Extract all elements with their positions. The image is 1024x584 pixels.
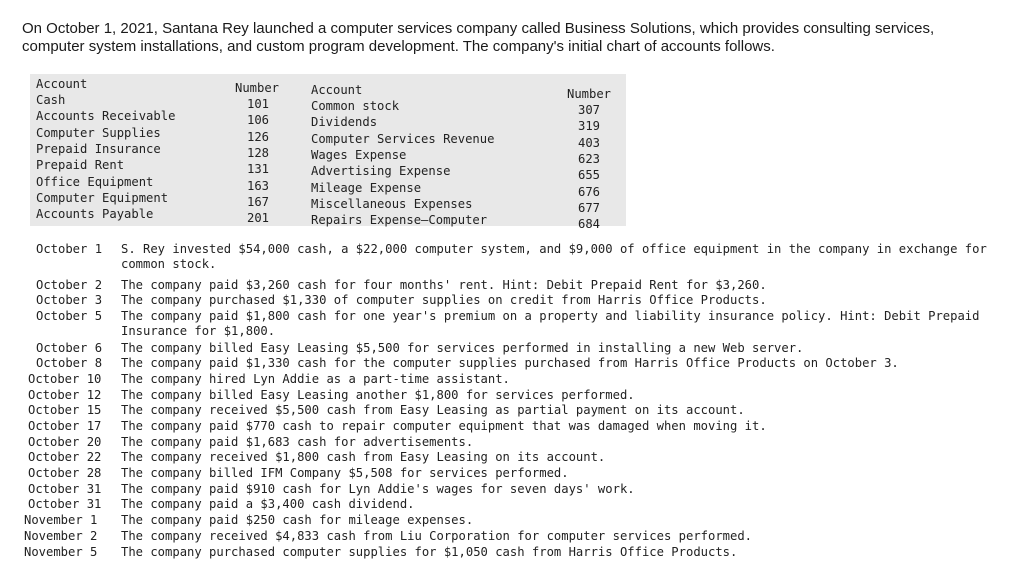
right-account-name: Advertising Expense bbox=[311, 164, 451, 179]
right-account-name: Repairs Expense—Computer bbox=[311, 213, 488, 228]
transaction-date: October 2 bbox=[36, 278, 103, 292]
right-account-number: 319 bbox=[578, 119, 601, 134]
chart-of-accounts-table bbox=[30, 74, 626, 232]
left-account-name: Accounts Receivable bbox=[36, 109, 176, 124]
transaction-description: The company paid $770 cash to repair computer equipment that was damaged when moving it. bbox=[121, 419, 767, 433]
transaction-date: November 2 bbox=[24, 529, 98, 543]
transaction-description: The company paid $250 cash for mileage expenses. bbox=[121, 513, 474, 527]
transaction-date: October 12 bbox=[28, 388, 102, 402]
right-account-name: Mileage Expense bbox=[311, 180, 422, 195]
transaction-date: October 3 bbox=[36, 293, 103, 307]
transaction-description: The company purchased $1,330 of computer supplies on credit from Harris Office Products. bbox=[121, 293, 767, 307]
transaction-date: October 1 bbox=[36, 242, 103, 256]
transaction-description: The company paid $910 cash for Lyn Addie's wages for seven days' work. bbox=[121, 482, 635, 496]
right-account-name: Computer Services Revenue bbox=[311, 131, 495, 146]
transaction-description: The company paid a $3,400 cash dividend. bbox=[121, 497, 415, 511]
transaction-description: The company paid $1,683 cash for advertisements. bbox=[121, 435, 474, 449]
right-account-name: Dividends bbox=[311, 115, 378, 130]
transaction-date: October 20 bbox=[28, 435, 102, 449]
left-account-name: Prepaid Insurance bbox=[36, 141, 161, 156]
right-account-number: 307 bbox=[578, 103, 601, 117]
transaction-description: The company billed IFM Company $5,508 for services performed. bbox=[121, 466, 569, 480]
transaction-date: October 28 bbox=[28, 466, 102, 480]
left-number-header: Number bbox=[235, 81, 280, 95]
right-account-header: Account bbox=[311, 83, 363, 97]
right-account-name: Wages Expense bbox=[311, 147, 407, 162]
transaction-description: The company paid $3,260 cash for four months' rent. Hint: Debit Prepaid Rent for $3,260. bbox=[121, 278, 767, 292]
left-account-name: Computer Supplies bbox=[36, 125, 161, 140]
left-account-number: 131 bbox=[247, 162, 270, 177]
right-account-number: 676 bbox=[578, 184, 601, 199]
right-number-header: Number bbox=[567, 87, 612, 101]
right-account-number: 623 bbox=[578, 151, 601, 166]
left-account-name: Accounts Payable bbox=[36, 207, 154, 222]
left-account-number: 201 bbox=[247, 211, 270, 226]
transaction-description: The company received $5,500 cash from Easy Leasing as partial payment on its account. bbox=[121, 403, 745, 417]
transaction-date: October 5 bbox=[36, 309, 103, 323]
transaction-date: October 17 bbox=[28, 419, 102, 433]
transaction-description: S. Rey invested $54,000 cash, a $22,000 computer system, and $9,000 of office equipment in the company in exchange for common stock. bbox=[121, 242, 987, 271]
left-account-name: Cash bbox=[36, 93, 66, 107]
left-account-number: 126 bbox=[247, 129, 270, 144]
transaction-description: The company purchased computer supplies for $1,050 cash from Harris Office Products. bbox=[121, 545, 738, 559]
right-account-name: Common stock bbox=[311, 99, 400, 113]
right-account-number: 677 bbox=[578, 200, 601, 215]
transaction-date: October 6 bbox=[36, 341, 103, 355]
transaction-date: October 10 bbox=[28, 372, 102, 386]
transaction-date: November 1 bbox=[24, 513, 98, 527]
left-account-name: Office Equipment bbox=[36, 174, 154, 189]
transaction-description: The company received $1,800 cash from Easy Leasing on its account. bbox=[121, 450, 606, 464]
transaction-description: The company paid $1,800 cash for one year's premium on a property and liability insurance policy. Hint: Debit Prepaid Insurance for $1,800. bbox=[121, 309, 980, 338]
right-account-number: 403 bbox=[578, 135, 601, 150]
left-account-name: Prepaid Rent bbox=[36, 158, 125, 173]
right-account-number: 655 bbox=[578, 168, 601, 183]
transaction-date: October 22 bbox=[28, 450, 102, 464]
right-account-number: 684 bbox=[578, 217, 601, 232]
left-account-name: Computer Equipment bbox=[36, 190, 169, 205]
left-account-number: 163 bbox=[247, 178, 270, 193]
left-account-number: 106 bbox=[247, 113, 270, 128]
transaction-date: October 31 bbox=[28, 482, 102, 496]
left-account-number: 101 bbox=[247, 97, 270, 111]
transaction-description: The company received $4,833 cash from Liu Corporation for computer services performed. bbox=[121, 529, 753, 543]
right-account-name: Miscellaneous Expenses bbox=[311, 196, 473, 211]
left-account-number: 167 bbox=[247, 194, 270, 209]
transaction-description: The company hired Lyn Addie as a part-time assistant. bbox=[121, 372, 510, 386]
intro-paragraph: On October 1, 2021, Santana Rey launched a computer services company called Business Solutions, which provides consulting services, computer system installations, and custom program development. The company's initial chart of accounts follows. bbox=[22, 20, 935, 55]
left-account-header: Account bbox=[36, 77, 88, 91]
transaction-date: November 5 bbox=[24, 545, 98, 559]
transaction-description: The company billed Easy Leasing $5,500 for services performed in installing a new Web server. bbox=[121, 341, 804, 355]
transaction-description: The company paid $1,330 cash for the computer supplies purchased from Harris Office Products on October 3. bbox=[121, 356, 899, 370]
transaction-date: October 31 bbox=[28, 497, 102, 511]
transaction-description: The company billed Easy Leasing another $1,800 for services performed. bbox=[121, 388, 635, 402]
transaction-date: October 8 bbox=[36, 356, 103, 370]
left-account-number: 128 bbox=[247, 145, 270, 160]
transaction-date: October 15 bbox=[28, 403, 102, 417]
